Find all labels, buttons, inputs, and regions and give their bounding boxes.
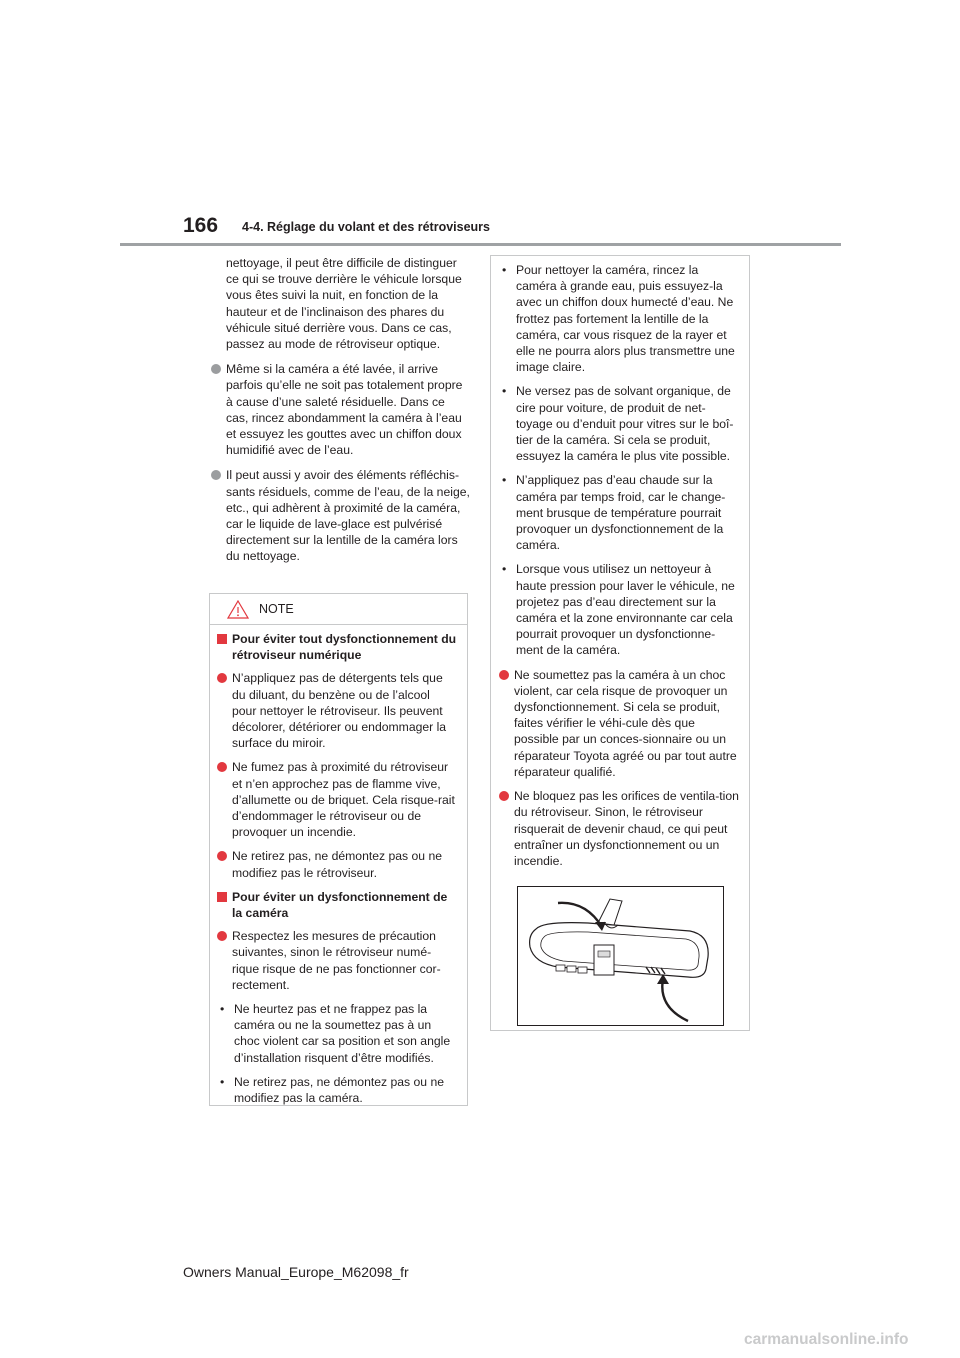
page-number: 166 [183, 214, 219, 237]
dash-item [498, 383, 739, 464]
bullet-text: Il peut aussi y avoir des éléments réfléchis-sants résiduels, comme de l’eau, de la neige, etc., qui adhèrent à proximité de la caméra, car le liquide de lave-glace est pulvérisé directement sur la lentille de la caméra lors du nettoyage. [226, 468, 470, 564]
mirror-vents-illustration [518, 887, 723, 1025]
red-bullet-item [216, 928, 457, 993]
bullet-text: Ne heurtez pas et ne frappez pas la caméra ou ne la soumettez pas à un choc violent car sa position et son angle d’installation risquent d’être modifiés. [234, 1002, 451, 1065]
red-square-icon [217, 634, 227, 644]
red-bullet-icon [217, 673, 227, 683]
bullet-text: Ne retirez pas, ne démontez pas ou ne modifiez pas le rétroviseur. [232, 849, 443, 880]
red-bullet-item [216, 670, 457, 751]
red-bullet-icon [217, 931, 227, 941]
bullet-text: Pour nettoyer la caméra, rincez la caméra à grande eau, puis essuyez-la avec un chiffon doux humecté d’eau. Ne frottez pas fortement la lentille de la caméra, car vous risquez de la rayer et elle ne pourra alors plus transmettre une image claire. [516, 263, 735, 375]
dash-bullet-icon: • [502, 263, 507, 277]
watermark: carmanualsonline.info [744, 1331, 909, 1348]
red-bullet-item [216, 759, 457, 840]
bullet-text: N’appliquez pas d’eau chaude sur la caméra par temps froid, car le change-ment brusque de température pourrait provoquer un dysfonctionnement de la caméra. [516, 473, 726, 553]
bullet-text: Ne bloquez pas les orifices de ventila-tion du rétroviseur. Sinon, le rétroviseur risquerait de devenir chaud, ce qui peut entraîner un dysfonctionnement ou un incendie. [514, 789, 739, 868]
left-column [210, 255, 470, 574]
note-heading-text: Pour éviter tout dysfonctionnement du rétroviseur numérique [232, 632, 457, 663]
note-heading [216, 889, 457, 921]
dash-item [216, 1074, 457, 1106]
dash-bullet-icon: • [502, 473, 507, 488]
note-box [209, 593, 468, 1106]
red-square-icon [217, 892, 227, 902]
note-heading [216, 631, 457, 663]
red-bullet-item [216, 848, 457, 880]
bullet-text: Ne fumez pas à proximité du rétroviseur et n’en approchez pas de flamme vive, d’allumette ou de briquet. Cela risque-rait d’endommager le rétroviseur ou de provoquer un incendie. [232, 760, 455, 840]
footer-document-name: Owners Manual_Europe_M62098_fr [183, 1264, 409, 1280]
red-bullet-icon [499, 791, 509, 801]
bullet-text: Même si la caméra a été lavée, il arrive parfois qu’elle ne soit pas totalement propre à cause d’une saleté résiduelle. Dans ce cas, rincez abondamment la caméra à l’eau et essuyez les gouttes avec un chiffon doux humidifié avec de l’eau. [226, 362, 463, 458]
bullet-text: Ne versez pas de solvant organique, de cire pour voiture, de produit de net-toyage ou d’enduit pour vitres sur le boî-tier de la caméra. Si cela se produit, essuyez la caméra le plus vite possible. [516, 384, 734, 464]
header-rule [120, 243, 841, 246]
bullet-text: Ne soumettez pas la caméra à un choc violent, car cela risque de provoquer un dysfonctionnement. Si cela se produit, faites vérifier le véhi-cule dès que possible par un conces-sionnaire ou un réparateur Toyota agréé ou par tout autre réparateur qualifié. [514, 667, 737, 779]
note-header [210, 594, 467, 625]
gray-bullet-item [210, 361, 470, 458]
mirror-illustration [517, 886, 724, 1026]
dash-item [498, 561, 739, 658]
dash-bullet-icon: • [220, 1002, 225, 1017]
gray-bullet-item [210, 467, 470, 564]
warning-triangle-icon [227, 600, 249, 619]
dash-item [498, 262, 739, 375]
continuation-paragraph: nettoyage, il peut être difficile de distinguer ce qui se trouve derrière le véhicule lorsque vous êtes suivi la nuit, en fonction de la hauteur et de l’inclinaison des phares du véhicule situé derrière vous. Dans ce cas, passez au mode de rétroviseur optique. [226, 256, 462, 352]
note-label: NOTE [259, 602, 294, 616]
gray-bullet-icon [211, 470, 221, 480]
bullet-text: Ne retirez pas, ne démontez pas ou ne modifiez pas la caméra. [234, 1074, 445, 1106]
bullet-text: Respectez les mesures de précaution suivantes, sinon le rétroviseur numé-rique risque de ne pas fonctionner cor-rectement. [232, 929, 441, 992]
red-bullet-icon [217, 851, 227, 861]
dash-bullet-icon: • [220, 1074, 225, 1089]
red-bullet-icon [217, 762, 227, 772]
dash-bullet-icon: • [502, 562, 507, 577]
bullet-text: Lorsque vous utilisez un nettoyeur à haute pression pour laver le véhicule, ne projetez pas d’eau directement sur la caméra et la zone environnante car cela pourrait provoquer un dysfonctionne-ment de la caméra. [516, 562, 735, 658]
dash-item [216, 1001, 457, 1066]
note-body [210, 625, 467, 1106]
section-title: 4-4. Réglage du volant et des rétroviseurs [242, 220, 490, 234]
note-heading-text: Pour éviter un dysfonctionnement de la caméra [232, 889, 448, 921]
gray-bullet-icon [211, 364, 221, 374]
red-bullet-item [498, 667, 739, 780]
bullet-text: N’appliquez pas de détergents tels que du diluant, du benzène ou de l’alcool pour nettoyer le rétroviseur. Ils peuvent décolorer, détériorer ou endommager la surface du miroir. [232, 671, 447, 751]
dash-bullet-icon: • [502, 384, 507, 399]
dash-item [498, 472, 739, 553]
red-bullet-icon [499, 670, 509, 680]
red-bullet-item [498, 788, 739, 869]
